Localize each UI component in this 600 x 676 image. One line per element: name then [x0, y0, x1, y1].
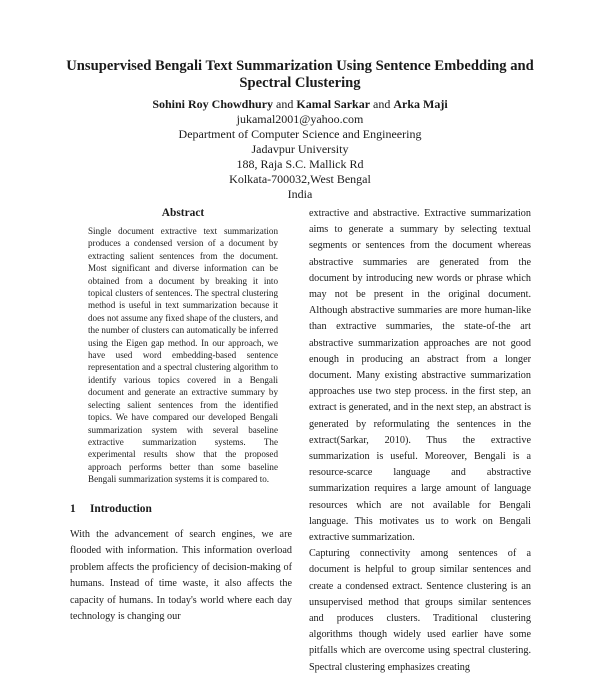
author-separator: and: [373, 97, 391, 111]
author-separator: and: [276, 97, 294, 111]
affiliation-university: Jadavpur University: [251, 142, 349, 156]
affiliation-address: 188, Raja S.C. Mallick Rd: [236, 157, 364, 171]
paper-title: Unsupervised Bengali Text Summarization Using Sentence Embedding and Spectral Clustering: [66, 58, 534, 91]
author-list: [0, 97, 600, 111]
affiliation-city: Kolkata-700032,West Bengal: [229, 172, 371, 186]
section-number: 1: [70, 503, 76, 515]
affiliation-country: India: [287, 187, 313, 201]
abstract-heading: Abstract: [161, 207, 205, 219]
affiliation-department: Department of Computer Science and Engineering: [178, 127, 422, 141]
body-paragraph: Capturing connectivity among sentences of a document is helpful to group similar sentences and create a condensed extract. Sentence clustering is an unsupervised method that groups similar sentences and produces clusters. Traditional clustering algorithms though widely used earlier have some pitfalls which are overcome using spectral clustering. Spectral clustering emphasizes creating: [309, 548, 531, 673]
author-email: jukamal2001@yahoo.com: [236, 112, 364, 126]
author-name: Arka Maji: [393, 97, 448, 111]
introduction-text: With the advancement of search engines, we are flooded with information. This information overload problem affects the proficiency of decision-making of humans. Instead of time waste, it also affects the capacity of humans. In today's world where each day technology is changing our: [70, 529, 292, 623]
section-heading-introduction: [70, 503, 152, 515]
right-column: [309, 206, 531, 676]
abstract-text: Single document extractive text summarization produces a condensed version of a document by extracting salient sentences from the document. Most significant and diverse information can be obtained from a document by breaking it into topical clusters of sentences. The spectral clustering method is useful in text summarization because it does not assume any fixed shape of the clusters, and the number of clusters can automatically be inferred using the Eigen gap method. In our approach, we have used word embedding-based sentence representation and a spectral clustering algorithm to identify various topics covered in a Bengali document and generate an extractive summary by selecting salient sentences from the identified topics. We have compared our developed Bengali summarization system with several baseline extractive summarization systems. The experimental results show that the proposed approach performs better than some baseline Bengali summarization systems it is compared to.: [88, 226, 278, 485]
body-paragraph: extractive and abstractive. Extractive summarization aims to generate a summary by selecting textual segments or sentences from the document whereas abstractive summaries are generated from the document by introducing new words or phrase which may not be present in the original document. Although abstractive summaries are more human-like than extractive summaries, the state-of-the art abstractive summarization approaches are not good enough in producing an abstract from a longer document. Many existing abstractive summarization approaches use two step process. in the first step, an extract is generated, and in the next step, an abstract is generated by reformulating the sentences in the extract(Sarkar, 2010). Thus the extractive summarization is useful. Moreover, Bengali is a resource-scarce language and abstractive summarization requires a large amount of language resources which are not available for Bengali language. This motivates us to work on Bengali extractive summarization.: [309, 208, 531, 544]
author-name: Kamal Sarkar: [296, 97, 371, 111]
author-name: Sohini Roy Chowdhury: [152, 97, 274, 111]
section-title: Introduction: [90, 503, 152, 515]
